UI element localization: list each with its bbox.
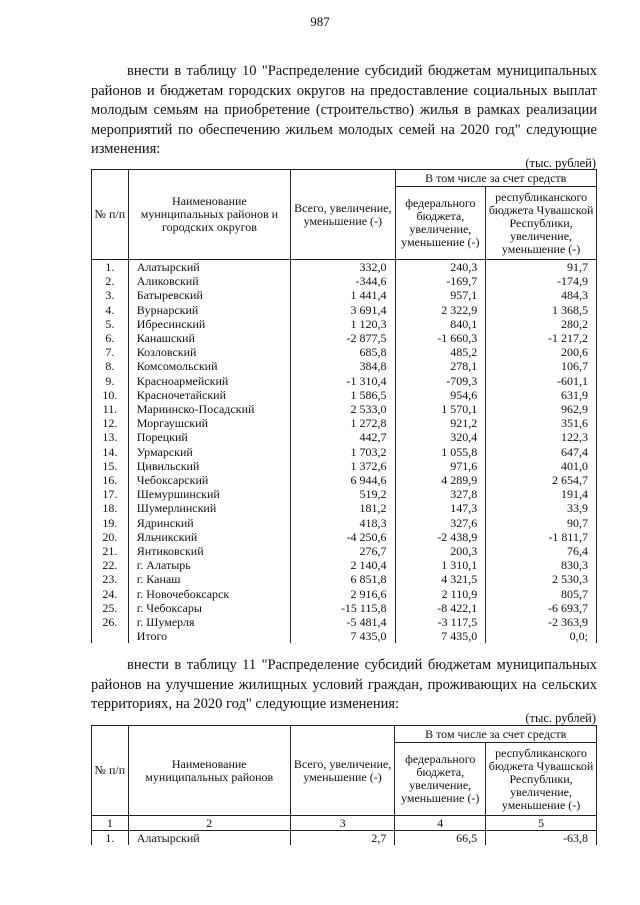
row-name: Яльчикский bbox=[128, 530, 290, 544]
row-number: 9. bbox=[92, 374, 129, 388]
row-number: 10. bbox=[92, 388, 129, 402]
table-10-body bbox=[92, 260, 597, 644]
row-republic: -1 811,7 bbox=[486, 530, 597, 544]
row-republic: -63,8 bbox=[486, 831, 597, 846]
paragraph-table11-intro: внести в таблицу 11 "Распределение субсидий бюджетам муниципальных районов на улучшение жилищных условий граждан, проживающих на сельских территориях, на 2020 год" следующие изменения: bbox=[91, 657, 597, 712]
row-name: г. Новочебоксарск bbox=[128, 587, 290, 601]
row-federal: -8 422,1 bbox=[395, 601, 486, 615]
row-name: г. Алатырь bbox=[128, 558, 290, 572]
row-total: 1 272,8 bbox=[291, 416, 395, 430]
table-row bbox=[92, 303, 597, 317]
row-total: 1 372,6 bbox=[291, 459, 395, 473]
row-number: 26. bbox=[92, 615, 129, 629]
row-republic: 200,6 bbox=[486, 345, 597, 359]
table-row bbox=[92, 530, 597, 544]
row-republic: 76,4 bbox=[486, 544, 597, 558]
row-name: Красночетайский bbox=[128, 388, 290, 402]
header-no: № п/п bbox=[92, 170, 129, 260]
row-name: Красноармейский bbox=[128, 374, 290, 388]
row-federal: -709,3 bbox=[395, 374, 486, 388]
row-federal: -3 117,5 bbox=[395, 615, 486, 629]
row-total: -2 877,5 bbox=[291, 331, 395, 345]
header-including: В том числе за счет средств bbox=[395, 170, 597, 187]
row-federal: 4 321,5 bbox=[395, 572, 486, 586]
table-row bbox=[92, 388, 597, 402]
table-row bbox=[92, 374, 597, 388]
column-index: 2 bbox=[128, 816, 290, 831]
row-name: Вурнарский bbox=[128, 303, 290, 317]
column-index: 3 bbox=[290, 816, 395, 831]
row-number: 13. bbox=[92, 430, 129, 444]
table-row bbox=[92, 288, 597, 302]
row-name: г. Чебоксары bbox=[128, 601, 290, 615]
header-total: Всего, увеличение, уменьшение (-) bbox=[291, 170, 395, 260]
row-number bbox=[92, 629, 129, 643]
row-number: 12. bbox=[92, 416, 129, 430]
row-number: 8. bbox=[92, 359, 129, 373]
row-number: 18. bbox=[92, 501, 129, 515]
table-row bbox=[92, 402, 597, 416]
row-republic: 351,6 bbox=[486, 416, 597, 430]
row-name: Ядринский bbox=[128, 516, 290, 530]
row-name: Комсомольский bbox=[128, 359, 290, 373]
row-total: 685,8 bbox=[291, 345, 395, 359]
row-number: 23. bbox=[92, 572, 129, 586]
table-row bbox=[92, 317, 597, 331]
row-federal: 840,1 bbox=[395, 317, 486, 331]
table-row bbox=[92, 615, 597, 629]
table-row bbox=[92, 516, 597, 530]
row-name: Шемуршинский bbox=[128, 487, 290, 501]
row-republic: 90,7 bbox=[486, 516, 597, 530]
row-number: 20. bbox=[92, 530, 129, 544]
table-row bbox=[92, 587, 597, 601]
row-republic: 122,3 bbox=[486, 430, 597, 444]
row-number: 3. bbox=[92, 288, 129, 302]
row-total: 1 120,3 bbox=[291, 317, 395, 331]
table-row bbox=[92, 459, 597, 473]
row-total: 2 916,6 bbox=[291, 587, 395, 601]
row-total: 1 586,5 bbox=[291, 388, 395, 402]
row-federal: 1 570,1 bbox=[395, 402, 486, 416]
header-name: Наименование муниципальных районов bbox=[128, 726, 290, 816]
table-row bbox=[92, 416, 597, 430]
row-total: 418,3 bbox=[291, 516, 395, 530]
row-republic: -1 217,2 bbox=[486, 331, 597, 345]
row-federal: 200,3 bbox=[395, 544, 486, 558]
row-republic: 962,9 bbox=[486, 402, 597, 416]
row-number: 2. bbox=[92, 274, 129, 288]
column-index: 1 bbox=[92, 816, 129, 831]
row-total: 2,7 bbox=[290, 831, 395, 846]
row-total: 3 691,4 bbox=[291, 303, 395, 317]
row-number: 25. bbox=[92, 601, 129, 615]
row-federal: 327,6 bbox=[395, 516, 486, 530]
row-republic: -174,9 bbox=[486, 274, 597, 288]
row-name: Цивильский bbox=[128, 459, 290, 473]
row-federal: 278,1 bbox=[395, 359, 486, 373]
row-republic: 0,0; bbox=[486, 629, 597, 643]
row-federal: 1 055,8 bbox=[395, 445, 486, 459]
row-total: 7 435,0 bbox=[291, 629, 395, 643]
table-10 bbox=[91, 169, 597, 643]
table-row bbox=[92, 260, 597, 275]
row-total: 6 851,8 bbox=[291, 572, 395, 586]
column-index: 5 bbox=[486, 816, 597, 831]
row-number: 17. bbox=[92, 487, 129, 501]
row-name: г. Канаш bbox=[128, 572, 290, 586]
row-total: 332,0 bbox=[291, 260, 395, 275]
row-federal: 2 110,9 bbox=[395, 587, 486, 601]
row-name: Аликовский bbox=[128, 274, 290, 288]
row-republic: 647,4 bbox=[486, 445, 597, 459]
row-federal: 7 435,0 bbox=[395, 629, 486, 643]
row-name: Моргаушский bbox=[128, 416, 290, 430]
units-label: (тыс. рублей) bbox=[525, 156, 596, 170]
row-number: 16. bbox=[92, 473, 129, 487]
header-republic: республиканского бюджета Чувашской Республики, увеличение, уменьшение (-) bbox=[486, 743, 597, 816]
header-republic: республиканского бюджета Чувашской Республики, увеличение, уменьшение (-) bbox=[486, 187, 597, 260]
row-republic: 2 530,3 bbox=[486, 572, 597, 586]
row-republic: 91,7 bbox=[486, 260, 597, 275]
row-name: Алатырский bbox=[128, 831, 290, 846]
row-total: -4 250,6 bbox=[291, 530, 395, 544]
row-republic: -6 693,7 bbox=[486, 601, 597, 615]
row-total: -5 481,4 bbox=[291, 615, 395, 629]
table-row bbox=[92, 572, 597, 586]
row-federal: -1 660,3 bbox=[395, 331, 486, 345]
header-no: № п/п bbox=[92, 726, 129, 816]
row-republic: 631,9 bbox=[486, 388, 597, 402]
row-number: 1. bbox=[92, 831, 129, 846]
column-index: 4 bbox=[395, 816, 486, 831]
row-number: 4. bbox=[92, 303, 129, 317]
table-row bbox=[92, 430, 597, 444]
table-row bbox=[92, 445, 597, 459]
column-index-row bbox=[92, 816, 597, 831]
table-row bbox=[92, 274, 597, 288]
row-total: 442,7 bbox=[291, 430, 395, 444]
row-name: Ибресинский bbox=[128, 317, 290, 331]
row-republic: 106,7 bbox=[486, 359, 597, 373]
row-republic: 1 368,5 bbox=[486, 303, 597, 317]
row-federal: 954,6 bbox=[395, 388, 486, 402]
row-federal: 2 322,9 bbox=[395, 303, 486, 317]
row-name: г. Шумерля bbox=[128, 615, 290, 629]
row-total: 2 533,0 bbox=[291, 402, 395, 416]
row-republic: 401,0 bbox=[486, 459, 597, 473]
table-11 bbox=[91, 725, 597, 845]
page-number: 987 bbox=[310, 14, 330, 29]
row-federal: 327,8 bbox=[395, 487, 486, 501]
row-total: 1 441,4 bbox=[291, 288, 395, 302]
row-federal: 240,3 bbox=[395, 260, 486, 275]
table-row bbox=[92, 601, 597, 615]
header-federal: федерального бюджета, увеличение, уменьшение (-) bbox=[395, 187, 486, 260]
row-total: 384,8 bbox=[291, 359, 395, 373]
table-row bbox=[92, 331, 597, 345]
row-republic: 280,2 bbox=[486, 317, 597, 331]
row-total: 6 944,6 bbox=[291, 473, 395, 487]
units-label: (тыс. рублей) bbox=[525, 711, 596, 725]
row-name: Батыревский bbox=[128, 288, 290, 302]
row-name: Козловский bbox=[128, 345, 290, 359]
row-name: Алатырский bbox=[128, 260, 290, 275]
table-row bbox=[92, 473, 597, 487]
table-11-body bbox=[92, 831, 597, 846]
row-number: 19. bbox=[92, 516, 129, 530]
row-name: Итого bbox=[128, 629, 290, 643]
row-name: Порецкий bbox=[128, 430, 290, 444]
row-number: 21. bbox=[92, 544, 129, 558]
header-total: Всего, увеличение, уменьшение (-) bbox=[290, 726, 395, 816]
row-number: 1. bbox=[92, 260, 129, 275]
row-federal: 1 310,1 bbox=[395, 558, 486, 572]
table-row bbox=[92, 544, 597, 558]
table-row bbox=[92, 501, 597, 515]
row-name: Канашский bbox=[128, 331, 290, 345]
row-republic: 191,4 bbox=[486, 487, 597, 501]
table-row bbox=[92, 629, 597, 643]
row-total: 1 703,2 bbox=[291, 445, 395, 459]
header-including: В том числе за счет средств bbox=[395, 726, 597, 743]
row-republic: -601,1 bbox=[486, 374, 597, 388]
row-number: 15. bbox=[92, 459, 129, 473]
paragraph-table10-intro: внести в таблицу 10 "Распределение субсидий бюджетам муниципальных районов и бюджетам городских округов на предоставление социальных выплат молодым семьям на приобретение (строительство) жилья в рамках реализации мероприятий по обеспечению жильем молодых семей на 2020 год" следующие изменения: bbox=[91, 63, 597, 157]
row-federal: 957,1 bbox=[395, 288, 486, 302]
row-total: -1 310,4 bbox=[291, 374, 395, 388]
row-name: Мариинско-Посадский bbox=[128, 402, 290, 416]
row-republic: 805,7 bbox=[486, 587, 597, 601]
table-row bbox=[92, 359, 597, 373]
table-row bbox=[92, 345, 597, 359]
row-number: 11. bbox=[92, 402, 129, 416]
table-row bbox=[92, 831, 597, 846]
row-number: 14. bbox=[92, 445, 129, 459]
row-federal: 320,4 bbox=[395, 430, 486, 444]
header-name: Наименование муниципальных районов и городских округов bbox=[128, 170, 290, 260]
row-total: 2 140,4 bbox=[291, 558, 395, 572]
row-republic: 830,3 bbox=[486, 558, 597, 572]
row-number: 24. bbox=[92, 587, 129, 601]
row-name: Шумерлинский bbox=[128, 501, 290, 515]
row-federal: -169,7 bbox=[395, 274, 486, 288]
table-row bbox=[92, 487, 597, 501]
table-row bbox=[92, 558, 597, 572]
row-federal: 66,5 bbox=[395, 831, 486, 846]
row-total: -15 115,8 bbox=[291, 601, 395, 615]
row-total: 519,2 bbox=[291, 487, 395, 501]
row-name: Янтиковский bbox=[128, 544, 290, 558]
row-federal: -2 438,9 bbox=[395, 530, 486, 544]
row-federal: 921,2 bbox=[395, 416, 486, 430]
row-total: 276,7 bbox=[291, 544, 395, 558]
row-federal: 971,6 bbox=[395, 459, 486, 473]
row-name: Чебоксарский bbox=[128, 473, 290, 487]
row-republic: -2 363,9 bbox=[486, 615, 597, 629]
header-federal: федерального бюджета, увеличение, уменьшение (-) bbox=[395, 743, 486, 816]
row-number: 22. bbox=[92, 558, 129, 572]
row-federal: 485,2 bbox=[395, 345, 486, 359]
row-name: Урмарский bbox=[128, 445, 290, 459]
row-federal: 4 289,9 bbox=[395, 473, 486, 487]
row-total: -344,6 bbox=[291, 274, 395, 288]
row-number: 5. bbox=[92, 317, 129, 331]
row-total: 181,2 bbox=[291, 501, 395, 515]
row-number: 7. bbox=[92, 345, 129, 359]
row-republic: 484,3 bbox=[486, 288, 597, 302]
row-federal: 147,3 bbox=[395, 501, 486, 515]
row-republic: 2 654,7 bbox=[486, 473, 597, 487]
row-republic: 33,9 bbox=[486, 501, 597, 515]
row-number: 6. bbox=[92, 331, 129, 345]
